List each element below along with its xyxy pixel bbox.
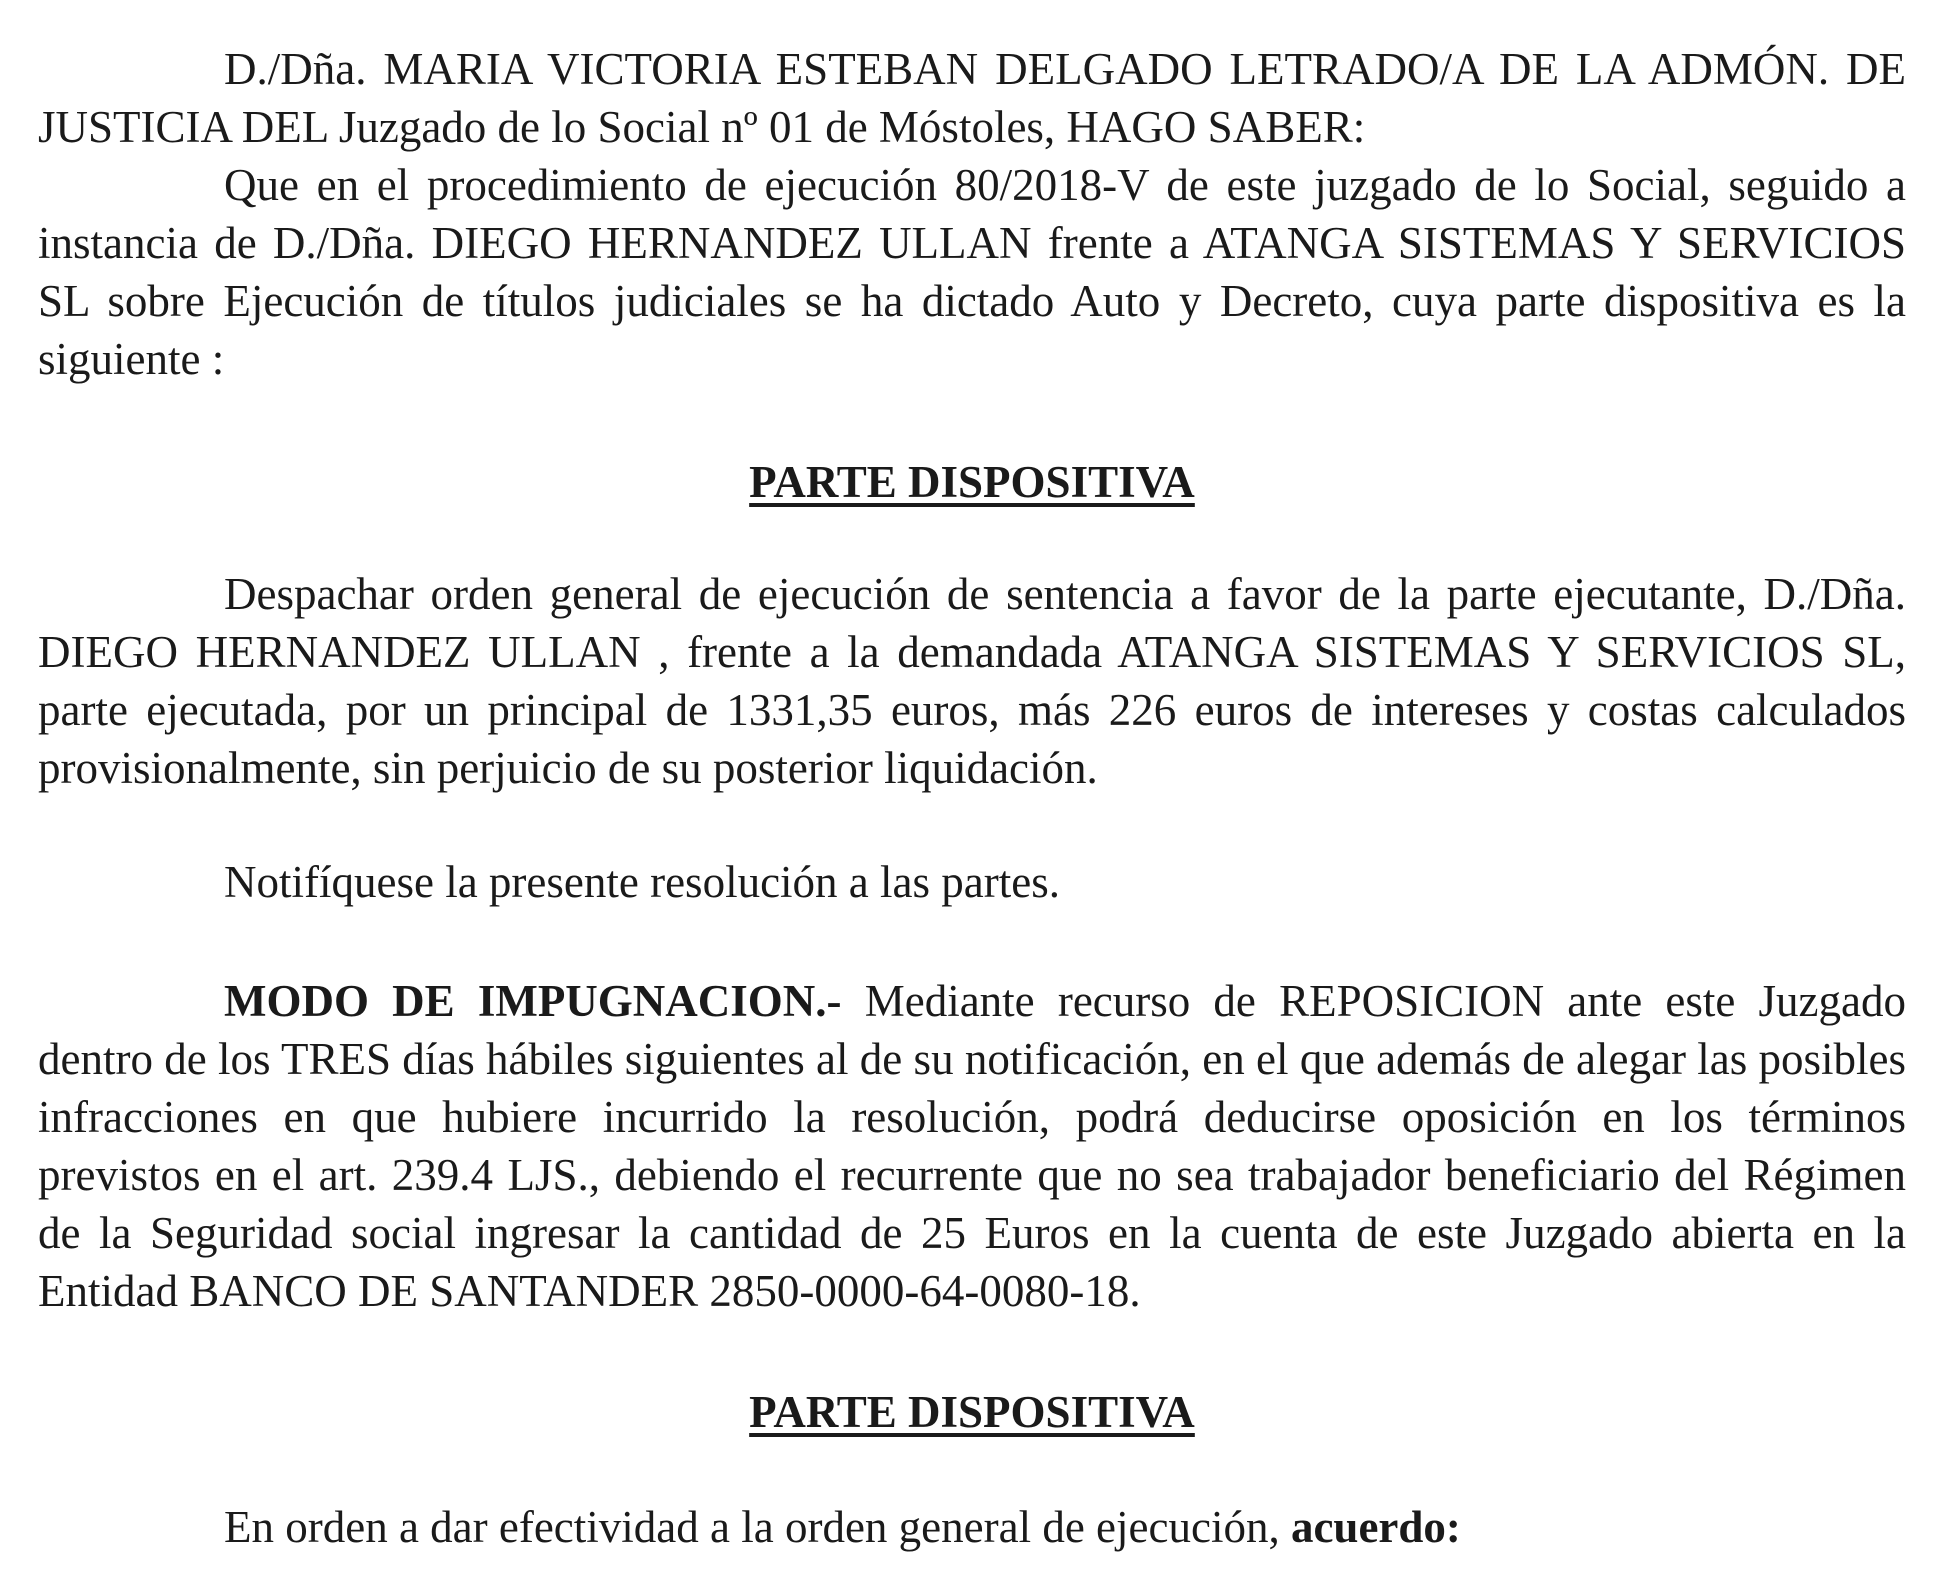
final-text: En orden a dar efectividad a la orden general de ejecución, (224, 1502, 1291, 1552)
section-heading-1: PARTE DISPOSITIVA (749, 457, 1195, 507)
section-heading-2: PARTE DISPOSITIVA (749, 1387, 1195, 1437)
impugnation-text: Mediante recurso de REPOSICION ante este Juzgado dentro de los TRES días hábiles siguientes al de su notificación, en el que además de alegar las posibles infracciones en que hubiere incurrido la resolución, podrá deducirse oposición en los términos previstos en el art. 239.4 LJS., debiendo el recurrente que no sea trabajador beneficiario del Régimen de la Seguridad social ingresar la cantidad de 25 Euros en la cuenta de este Juzgado abierta en la Entidad BANCO DE SANTANDER 2850-0000-64-0080-18. (38, 976, 1906, 1316)
impugnation-label: MODO DE IMPUGNACION.- (224, 976, 842, 1026)
intro-paragraph: D./Dña. MARIA VICTORIA ESTEBAN DELGADO LETRADO/A DE LA ADMÓN. DE JUSTICIA DEL Juzgado de lo Social nº 01 de Móstoles, HAGO SABER: (38, 44, 1906, 152)
final-bold: acuerdo: (1290, 1502, 1461, 1552)
impugnation-paragraph (38, 972, 1906, 1320)
notify-paragraph: Notifíquese la presente resolución a las partes. (224, 857, 1060, 907)
procedure-paragraph: Que en el procedimiento de ejecución 80/2018-V de este juzgado de lo Social, seguido a instancia de D./Dña. DIEGO HERNANDEZ ULLAN frente a ATANGA SISTEMAS Y SERVICIOS SL sobre Ejecución de títulos judiciales se ha dictado Auto y Decreto, cuya parte dispositiva es la siguiente : (38, 160, 1906, 384)
final-paragraph (38, 1498, 1906, 1556)
order-paragraph: Despachar orden general de ejecución de sentencia a favor de la parte ejecutante, D./Dña. DIEGO HERNANDEZ ULLAN , frente a la demandada ATANGA SISTEMAS Y SERVICIOS SL, parte ejecutada, por un principal de 1331,35 euros, más 226 euros de intereses y costas calculados provisionalmente, sin perjuicio de su posterior liquidación. (38, 569, 1906, 793)
